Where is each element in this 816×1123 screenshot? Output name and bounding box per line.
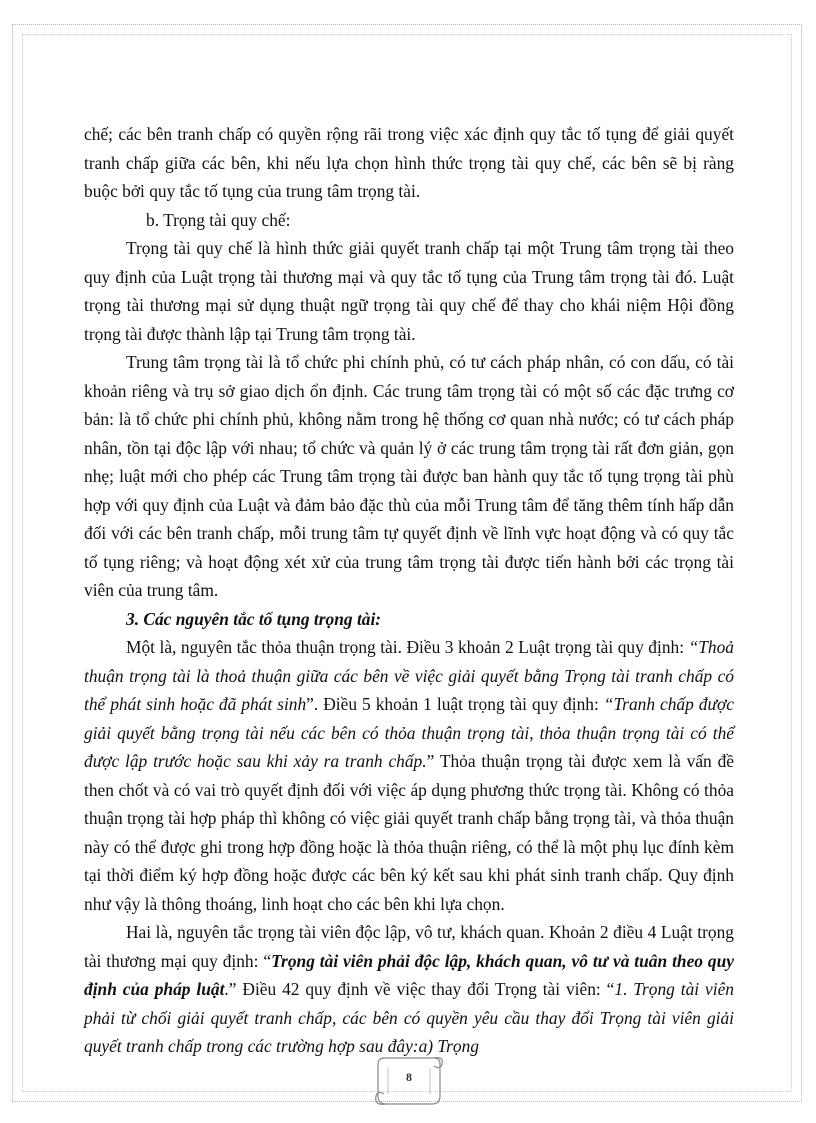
quote-article-42: 1. Trọng tài viên phải từ chối giải quyết tranh chấp, các bên có quyền yêu cầu thay đổi Trọng tài viên giải quyết tranh chấp trong các trường hợp sau đây:a) Trọng (84, 979, 734, 1056)
document-body (84, 120, 734, 1061)
paragraph-arbitration-rules: Trọng tài quy chế là hình thức giải quyết tranh chấp tại một Trung tâm trọng tài theo quy định của Luật trọng tài thương mại và quy tắc tố tụng của Trung tâm trọng tài đó. Luật trọng tài thương mại sử dụng thuật ngữ trọng tài quy chế để thay cho khái niệm Hội đồng trọng tài được thành lập tại Trung tâm trọng tài. (84, 238, 734, 344)
text-run: ”. Điều 5 khoản 1 luật trọng tài quy định: (306, 694, 604, 714)
quote-article-4: Trọng tài viên phải độc lập, khách quan, vô tư và tuân theo quy định của pháp luật (84, 950, 734, 999)
text-run: ” Thỏa thuận trọng tài được xem là vấn đề then chốt và có vai trò quyết định đối với việc áp dụng phương thức trọng tài. Không có thỏa thuận trọng tài hợp pháp thì không có việc giải quyết tranh chấp bằng trọng tài, và thỏa thuận này có thể được ghi trong hợp đồng hoặc là thỏa thuận riêng, có thể là một phụ lục đính kèm tại thời điểm ký hợp đồng hoặc được các bên ký kết sau khi phát sinh tranh chấp. Quy định như vậy là thông thoáng, linh hoạt cho các bên khi lựa chọn. (84, 751, 734, 914)
paragraph-principle-one (84, 633, 734, 918)
page-number-scroll (368, 1050, 450, 1112)
quote-article-3: “Thoả thuận trọng tài là thoả thuận giữa các bên về việc giải quyết bằng Trọng tài tranh chấp có thể phát sinh hoặc đã phát sinh (84, 637, 734, 714)
text-run: Một là, nguyên tắc thỏa thuận trọng tài. Điều 3 khoản 2 Luật trọng tài quy định: (126, 637, 689, 657)
text-run: .” Điều 42 quy định về việc thay đổi Trọng tài viên: “ (224, 979, 615, 999)
paragraph-arbitration-center: Trung tâm trọng tài là tổ chức phi chính phủ, có tư cách pháp nhân, có con dấu, có tài khoản riêng và trụ sở giao dịch ổn định. Các trung tâm trọng tài có một số các đặc trưng cơ bản: là tổ chức phi chính phủ, không nằm trong hệ thống cơ quan nhà nước; có tư cách pháp nhân, tồn tại độc lập với nhau; tổ chức và quản lý ở các trung tâm trọng tài rất đơn giản, gọn nhẹ; luật mới cho phép các Trung tâm trọng tài được ban hành quy tắc tố tụng trọng tài phù hợp với quy định của Luật và đảm bảo đặc thù của mỗi Trung tâm để tăng thêm tính hấp dẫn đối với các bên tranh chấp, mỗi trung tâm tự quyết định về lĩnh vực hoạt động và có quy tắc tố tụng riêng; và hoạt động xét xử của trung tâm trọng tài được tiến hành bởi các trọng tài viên của trung tâm. (84, 352, 734, 600)
paragraph-principle-two (84, 918, 734, 1061)
page-number: 8 (406, 1070, 412, 1084)
section-heading-3: 3. Các nguyên tắc tố tụng trọng tài: (126, 608, 382, 629)
quote-article-5: “Tranh chấp được giải quyết bằng trọng tài nếu các bên có thỏa thuận trọng tài, thỏa thuận trọng tài có thể được lập trước hoặc sau khi xảy ra tranh chấp. (84, 694, 734, 771)
text-run: Hai là, nguyên tắc trọng tài viên độc lập, vô tư, khách quan. Khoản 2 điều 4 Luật trọng tài thương mại quy định: “ (84, 922, 734, 971)
subheading-b: b. Trọng tài quy chế: (146, 209, 291, 230)
paragraph-continuation: chế; các bên tranh chấp có quyền rộng rãi trong việc xác định quy tắc tố tụng để giải quyết tranh chấp giữa các bên, khi nếu lựa chọn hình thức trọng tài quy chế, các bên sẽ bị ràng buộc bởi quy tắc tố tụng của trung tâm trọng tài. (84, 124, 734, 201)
